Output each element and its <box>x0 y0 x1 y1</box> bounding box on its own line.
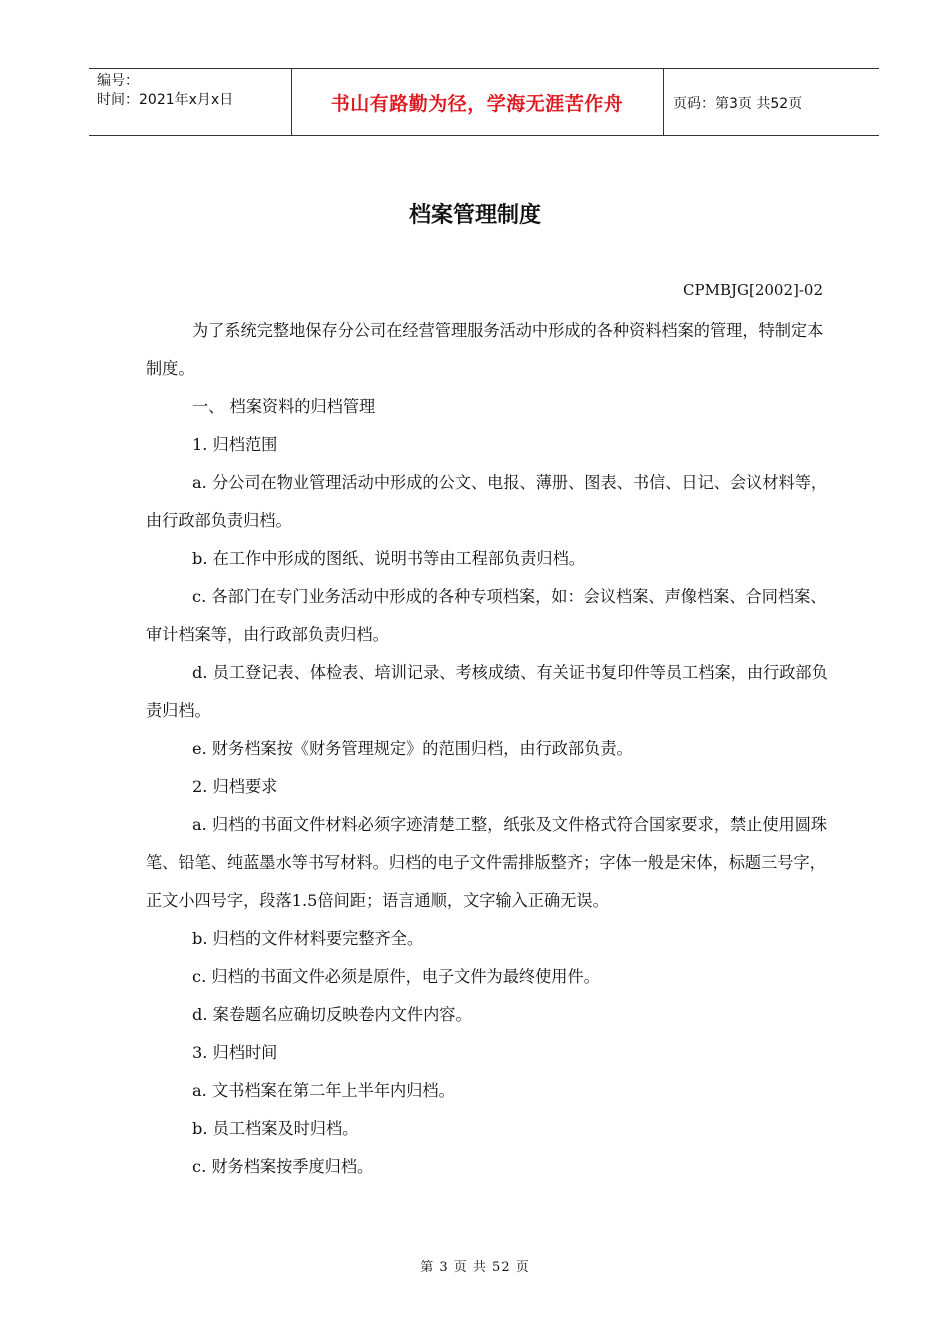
body-paragraph: c. 财务档案按季度归档。 <box>192 1157 374 1176</box>
header-divider-right <box>663 69 664 135</box>
body-paragraph: 3. 归档时间 <box>192 1043 278 1062</box>
body-paragraph: a. 归档的书面文件材料必须字迹清楚工整，纸张及文件格式符合国家要求，禁止使用圆珠笔、铅笔、纯蓝墨水等书写材料。归档的电子文件需排版整齐；字体一般是宋体，标题三号字，正文小四号字，段落1.5倍间距；语言通顺，文字输入正确无误。 <box>146 815 828 910</box>
header-motto: 书山有路勤为径，学海无涯苦作舟 <box>330 93 624 115</box>
document-title: 档案管理制度 <box>408 203 541 228</box>
body-paragraph: 2. 归档要求 <box>192 777 278 796</box>
body-paragraph: b. 员工档案及时归档。 <box>192 1119 359 1138</box>
body-paragraph: 一、 档案资料的归档管理 <box>192 397 376 416</box>
document-body <box>146 312 828 1186</box>
body-paragraph: d. 员工登记表、体检表、培训记录、考核成绩、有关证书复印件等员工档案，由行政部负责归档。 <box>146 663 828 720</box>
body-paragraph: e. 财务档案按《财务管理规定》的范围归档，由行政部负责。 <box>192 739 633 758</box>
body-paragraph: d. 案卷题名应确切反映卷内文件内容。 <box>192 1005 472 1024</box>
header-number-label: 编号： <box>97 73 139 89</box>
page-footer: 第 3 页 共 52 页 <box>420 1260 530 1275</box>
body-paragraph: 为了系统完整地保存分公司在经营管理服务活动中形成的各种资料档案的管理，特制定本制度。 <box>146 321 824 378</box>
page-header <box>89 68 879 136</box>
header-page-info: 页码：第3页 共52页 <box>673 96 803 112</box>
body-paragraph: a. 分公司在物业管理活动中形成的公文、电报、薄册、图表、书信、日记、会议材料等，由行政部负责归档。 <box>146 473 828 530</box>
body-paragraph: c. 各部门在专门业务活动中形成的各种专项档案，如：会议档案、声像档案、合同档案、审计档案等，由行政部负责归档。 <box>146 587 827 644</box>
body-paragraph: b. 归档的文件材料要完整齐全。 <box>192 929 424 948</box>
body-paragraph: a. 文书档案在第二年上半年内归档。 <box>192 1081 455 1100</box>
body-paragraph: b. 在工作中形成的图纸、说明书等由工程部负责归档。 <box>192 549 585 568</box>
header-meta <box>97 72 233 110</box>
document-number: CPMBJG[2002]-02 <box>683 281 823 299</box>
body-paragraph: c. 归档的书面文件必须是原件，电子文件为最终使用件。 <box>192 967 600 986</box>
header-time-label: 时间：2021年x月x日 <box>97 92 234 108</box>
body-paragraph: 1. 归档范围 <box>192 435 278 454</box>
